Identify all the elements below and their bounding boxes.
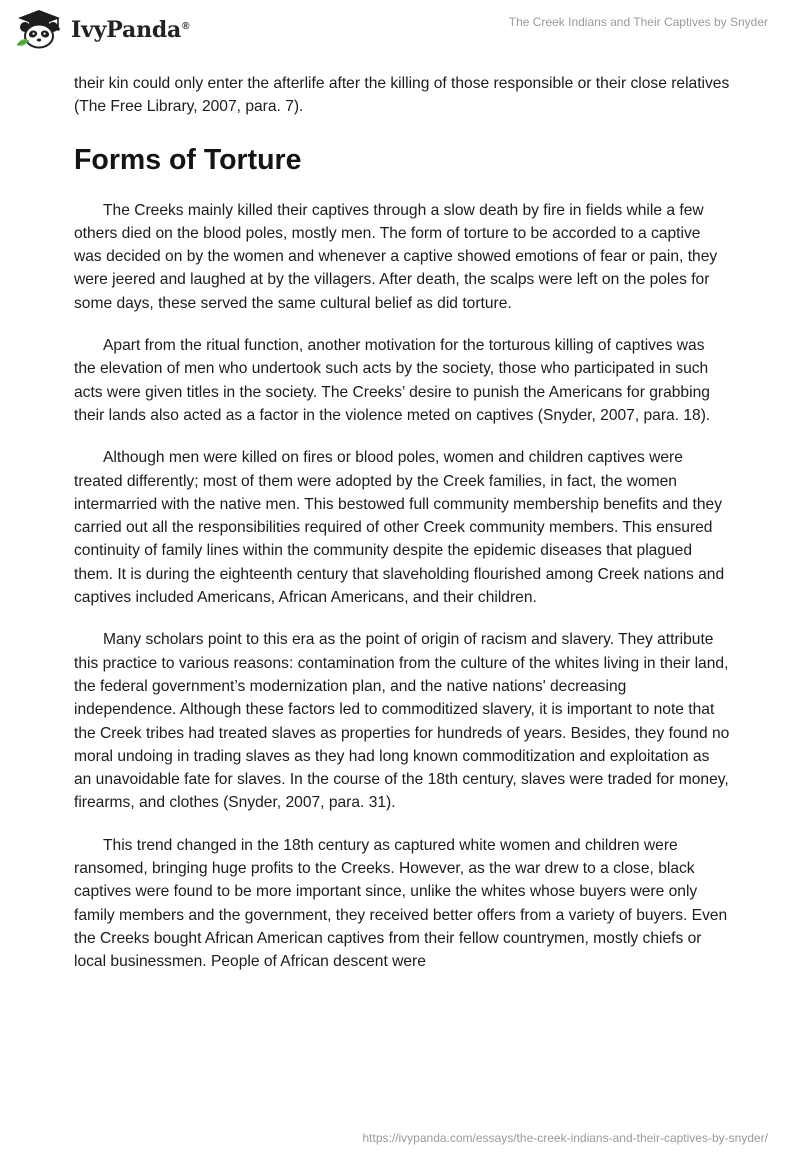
body-paragraph: The Creeks mainly killed their captives through a slow death by fire in fields while a few others died on the blood poles, mostly men. The form of torture to be accorded to a captive was decided on by the women and whenever a captive showed emotions of fear or pain, they were jeered and laughed at by the villagers. After death, the scalps were left on the poles for some days, these served the same cultural belief as did torture. — [74, 201, 718, 312]
panda-graduation-cap-icon — [14, 9, 64, 49]
page-header — [0, 0, 800, 60]
body-paragraph: Many scholars point to this era as the point of origin of racism and slavery. They attribute this practice to various reasons: contamination from the culture of the whites living in their land, the federal government’s modernization plan, and the native nations' decreasing independence. Although these factors led to commoditized slavery, it is important to note that the Creek tribes had treated slaves as properties for hundreds of years. Besides, they found no moral undoing in trading slaves as they had long known commoditization and exploitation as an unavoidable fate for slaves. In the course of the 18th century, slaves were traded for money, firearms, and clothes (Snyder, 2007, para. 31). — [74, 631, 730, 812]
brand-logo[interactable] — [14, 9, 189, 49]
document-title: The Creek Indians and Their Captives by Snyder — [508, 15, 768, 29]
body-paragraph: Although men were killed on fires or blood poles, women and children captives were treated differently; most of them were adopted by the Creek families, in fact, the women intermarried with the native men. This bestowed full community membership benefits and they carried out all the responsibilities required of other Creek community members. This ensured continuity of family lines within the community despite the epidemic diseases that plagued them. It is during the eighteenth century that slaveholding flourished among Creek nations and captives included Americans, African Americans, and their children. — [74, 449, 725, 607]
body-paragraph: This trend changed in the 18th century as captured white women and children were ransomed, bringing huge profits to the Creeks. However, as the war drew to a close, black captives were found to be more important since, unlike the whites whose buyers were only family members and the government, they received better offers from a variety of buyers. Even the Creeks bought African American captives from their fellow countrymen, mostly chiefs or local businessmen. People of African descent were — [74, 836, 728, 971]
essay-body — [74, 72, 730, 993]
section-heading: Forms of Torture — [74, 143, 302, 176]
body-paragraph: Apart from the ritual function, another motivation for the torturous killing of captives was the elevation of men who undertook such acts by the society, those who participated in such acts were given titles in the society. The Creeks’ desire to punish the Americans for grabbing their lands also acted as a factor in the violence meted on captives (Snyder, 2007, para. 18). — [74, 337, 711, 424]
brand-name: IvyPanda® — [71, 17, 190, 43]
source-url-link[interactable]: https://ivypanda.com/essays/the-creek-indians-and-their-captives-by-snyder/ — [362, 1131, 768, 1145]
intro-paragraph: their kin could only enter the afterlife after the killing of those responsible or their close relatives (The Free Library, 2007, para. 7). — [74, 75, 730, 116]
registered-mark: ® — [182, 20, 190, 32]
